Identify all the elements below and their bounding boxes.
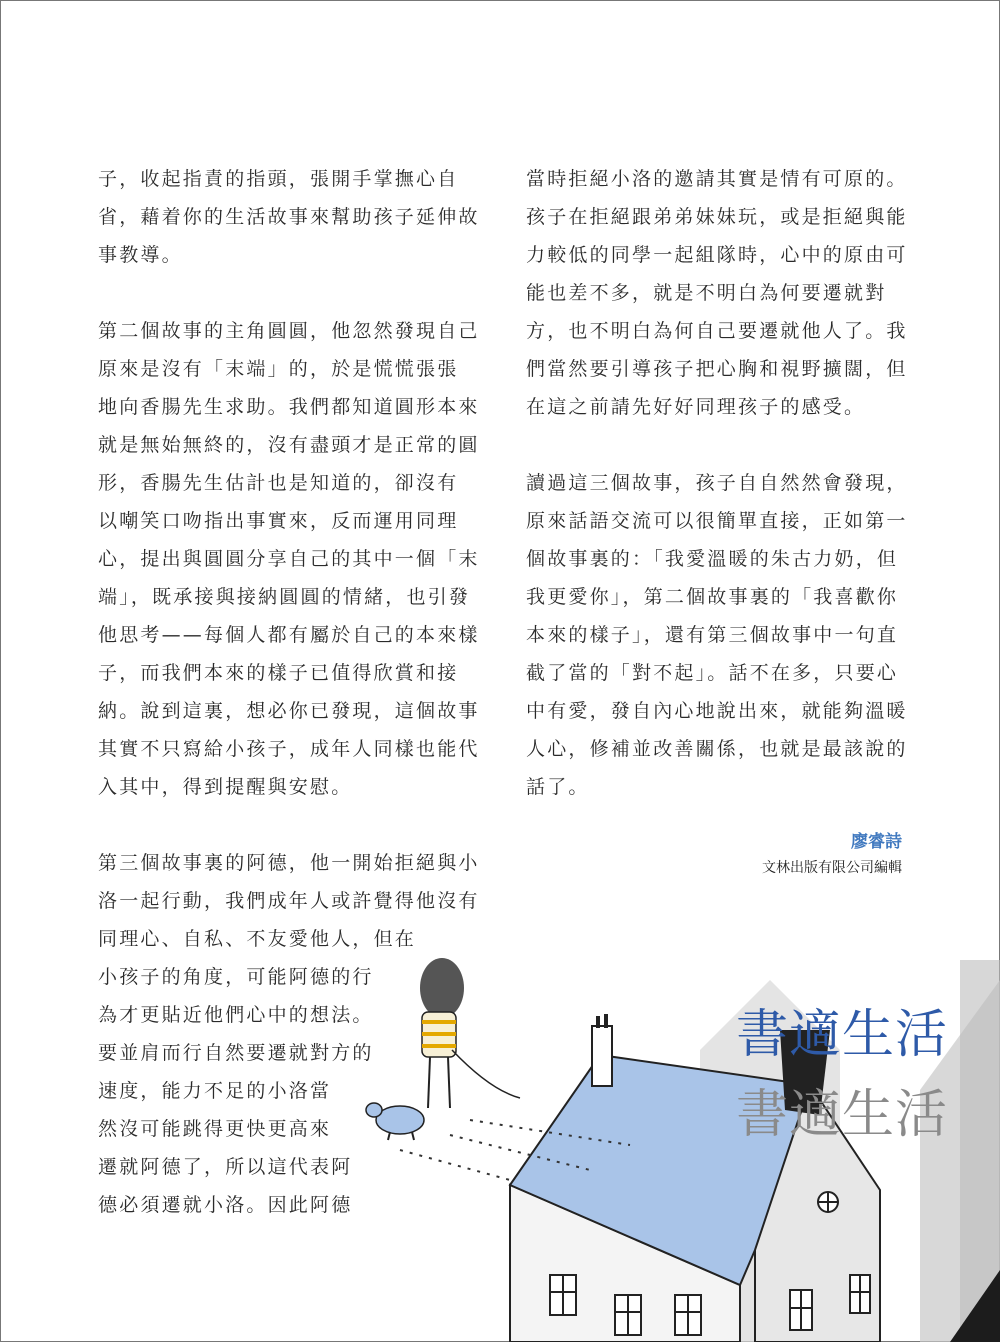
text-line: 要並肩而行自然要遷就對方的: [98, 1042, 374, 1064]
text-line: 中有愛，發自內心地說出來，就能夠溫暖: [526, 700, 908, 722]
text-line: 省，藉着你的生活故事來幫助孩子延伸故: [98, 206, 480, 228]
text-line: 小孩子的角度，可能阿德的行: [98, 966, 374, 988]
text-line: 心，提出與圓圓分享自己的其中一個「末: [98, 548, 480, 570]
text-line: 原來是沒有「末端」的，於是慌慌張張: [98, 358, 459, 380]
byline: [762, 828, 902, 880]
text-line: 原來話語交流可以很簡單直接，正如第一: [526, 510, 908, 532]
text-line: 地向香腸先生求助。我們都知道圓形本來: [98, 396, 480, 418]
brand-title-blue: 書適生活: [735, 1005, 948, 1065]
text-line: 端」，既承接與接納圓圓的情緒，也引發: [98, 586, 471, 608]
text-line: 他思考——每個人都有屬於自己的本來樣: [98, 624, 480, 646]
text-line: 人心，修補並改善關係，也就是最該說的: [526, 738, 908, 760]
text-line: 納。說到這裏，想必你已發現，這個故事: [98, 700, 480, 722]
text-line: 速度，能力不足的小洛當: [98, 1080, 332, 1102]
text-line: 們當然要引導孩子把心胸和視野擴闊，但: [526, 358, 908, 380]
author-organization: 文林出版有限公司編輯: [762, 860, 902, 876]
text-line: 截了當的「對不起」。話不在多，只要心: [526, 662, 899, 684]
text-line: 第二個故事的主角圓圓，他忽然發現自己: [98, 320, 480, 342]
text-line: 德必須遷就小洛。因此阿德: [98, 1194, 353, 1216]
text-line: 本來的樣子」，還有第三個故事中一句直: [526, 624, 899, 646]
text-line: 方，也不明白為何自己要遷就他人了。我: [526, 320, 908, 342]
text-line: 孩子在拒絕跟弟弟妹妹玩，或是拒絕與能: [526, 206, 908, 228]
author-name: 廖睿詩: [851, 832, 902, 852]
text-line: 入其中，得到提醒與安慰。: [98, 776, 353, 798]
text-line: 以嘲笑口吻指出事實來，反而運用同理: [98, 510, 459, 532]
chimney: [596, 1016, 600, 1028]
chimney: [592, 1026, 612, 1086]
text-line: 第三個故事裏的阿德，他一開始拒絕與小: [98, 852, 480, 874]
text-line: 洛一起行動，我們成年人或許覺得他沒有: [98, 890, 480, 912]
text-line: 形，香腸先生估計也是知道的，卻沒有: [98, 472, 459, 494]
text-line: 個故事裏的：「我愛溫暖的朱古力奶，但: [526, 548, 899, 570]
text-line: 為才更貼近他們心中的想法。: [98, 1004, 374, 1026]
right-column: [526, 160, 911, 806]
text-line: 子，而我們本來的樣子已值得欣賞和接: [98, 662, 459, 684]
text-line: 我更愛你」，第二個故事裏的「我喜歡你: [526, 586, 899, 608]
text-line: 話了。: [526, 776, 590, 798]
text-line: 事教導。: [98, 244, 183, 266]
text-line: 其實不只寫給小孩子，成年人同樣也能代: [98, 738, 480, 760]
text-line: 就是無始無終的，沒有盡頭才是正常的圓: [98, 434, 480, 456]
text-line: 同理心、自私、不友愛他人，但在: [98, 928, 417, 950]
text-line: 子，收起指責的指頭，張開手掌撫心自: [98, 168, 459, 190]
paragraph-5: [526, 464, 911, 806]
text-line: 力較低的同學一起組隊時，心中的原由可: [526, 244, 908, 266]
text-line: 在這之前請先好好同理孩子的感受。: [526, 396, 866, 418]
paragraph-2: [98, 312, 483, 806]
brand-title-gray: 書適生活: [735, 1085, 948, 1145]
paragraph-1: [98, 160, 483, 274]
text-line: 能也差不多，就是不明白為何要遷就對: [526, 282, 887, 304]
text-line: 當時拒絕小洛的邀請其實是情有可原的。: [526, 168, 908, 190]
text-line: 遷就阿德了，所以這代表阿: [98, 1156, 353, 1178]
chimney: [604, 1014, 608, 1028]
text-line: 然沒可能跳得更快更高來: [98, 1118, 332, 1140]
turtle-figure: [366, 1103, 424, 1140]
text-line: 讀過這三個故事，孩子自自然然會發現，: [526, 472, 908, 494]
child-figure: [420, 958, 520, 1108]
paragraph-4: [526, 160, 911, 426]
